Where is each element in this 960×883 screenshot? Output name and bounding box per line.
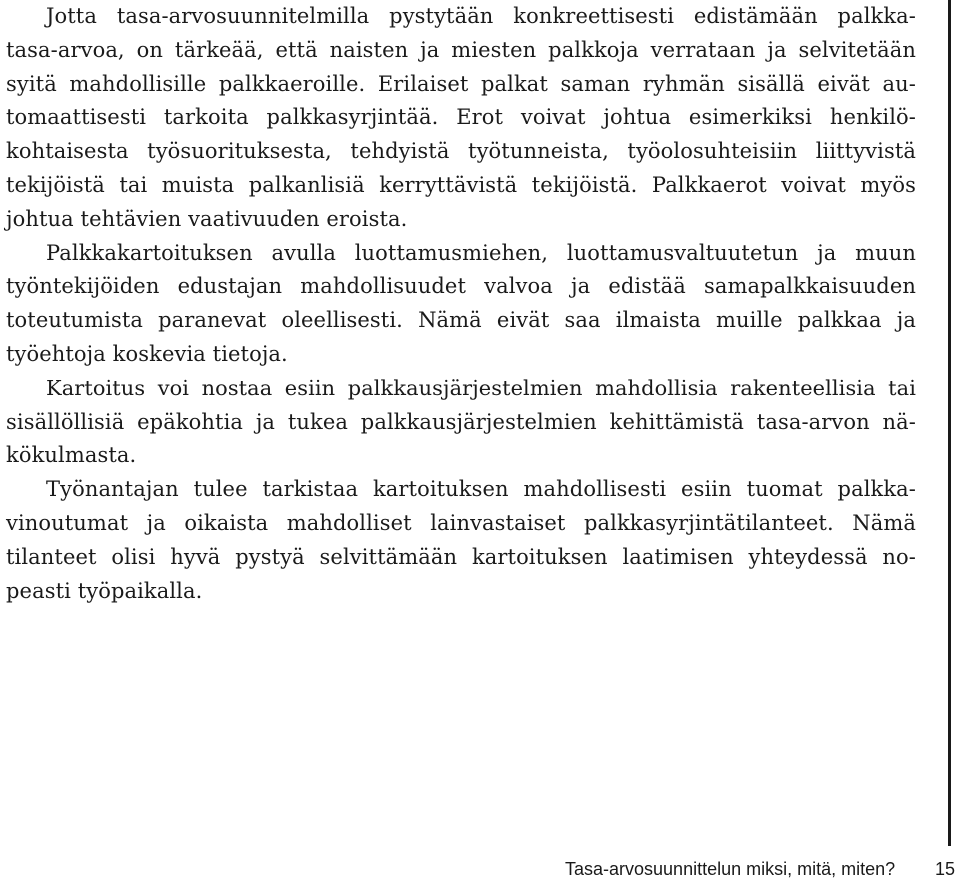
text-line: tomaattisesti tarkoita palkkasyrjintää. Erot voivat johtua esimerkiksi henkilö-	[6, 105, 916, 130]
text-line: syitä mahdollisille palkkaeroille. Erilaiset palkat saman ryhmän sisällä eivät au-	[6, 71, 916, 96]
text-line: kökulmasta.	[6, 443, 137, 468]
text-line: sisällöllisiä epäkohtia ja tukea palkkausjärjestelmien kehittämistä tasa-arvon nä-	[6, 409, 916, 434]
body-text	[6, 0, 916, 608]
paragraph-2	[6, 237, 916, 372]
text-line: tasa-arvoa, on tärkeää, että naisten ja miesten palkkoja verrataan ja selvitetään	[6, 37, 916, 62]
text-line: Jotta tasa-arvosuunnitelmilla pystytään konkreettisesti edistämään palkka-	[46, 4, 916, 28]
text-line: työntekijöiden edustajan mahdollisuudet valvoa ja edistää samapalkkaisuuden	[6, 274, 916, 299]
page-number: 15	[935, 859, 956, 879]
text-line: kohtaisesta työsuorituksesta, tehdyistä työtunneista, työolosuhteisiin liittyvistä	[6, 139, 916, 164]
document-page	[6, 0, 938, 883]
margin-rule	[948, 0, 951, 846]
running-footer-title: Tasa-arvosuunnittelun miksi, mitä, miten?	[565, 859, 896, 879]
paragraph-4	[6, 473, 916, 608]
text-line: Työnantajan tulee tarkistaa kartoituksen mahdollisesti esiin tuomat palkka-	[46, 477, 916, 502]
text-line: työehtoja koskevia tietoja.	[6, 341, 288, 366]
text-line: tilanteet olisi hyvä pystyä selvittämään kartoituksen laatimisen yhteydessä no-	[6, 544, 916, 569]
text-line: vinoutumat ja oikaista mahdolliset lainvastaiset palkkasyrjintätilanteet. Nämä	[6, 510, 916, 535]
text-line: Palkkakartoituksen avulla luottamusmiehen, luottamusvaltuutetun ja muun	[46, 240, 916, 265]
text-line: peasti työpaikalla.	[6, 578, 203, 603]
paragraph-1	[6, 0, 916, 237]
text-line: toteutumista paranevat oleellisesti. Nämä eivät saa ilmaista muille palkkaa ja	[6, 308, 916, 333]
text-line: Kartoitus voi nostaa esiin palkkausjärjestelmien mahdollisia rakenteellisia tai	[46, 375, 916, 400]
paragraph-3	[6, 372, 916, 473]
text-line: tekijöistä tai muista palkanlisiä kerryttävistä tekijöistä. Palkkaerot voivat myös	[6, 172, 916, 197]
text-line: johtua tehtävien vaativuuden eroista.	[6, 206, 408, 231]
